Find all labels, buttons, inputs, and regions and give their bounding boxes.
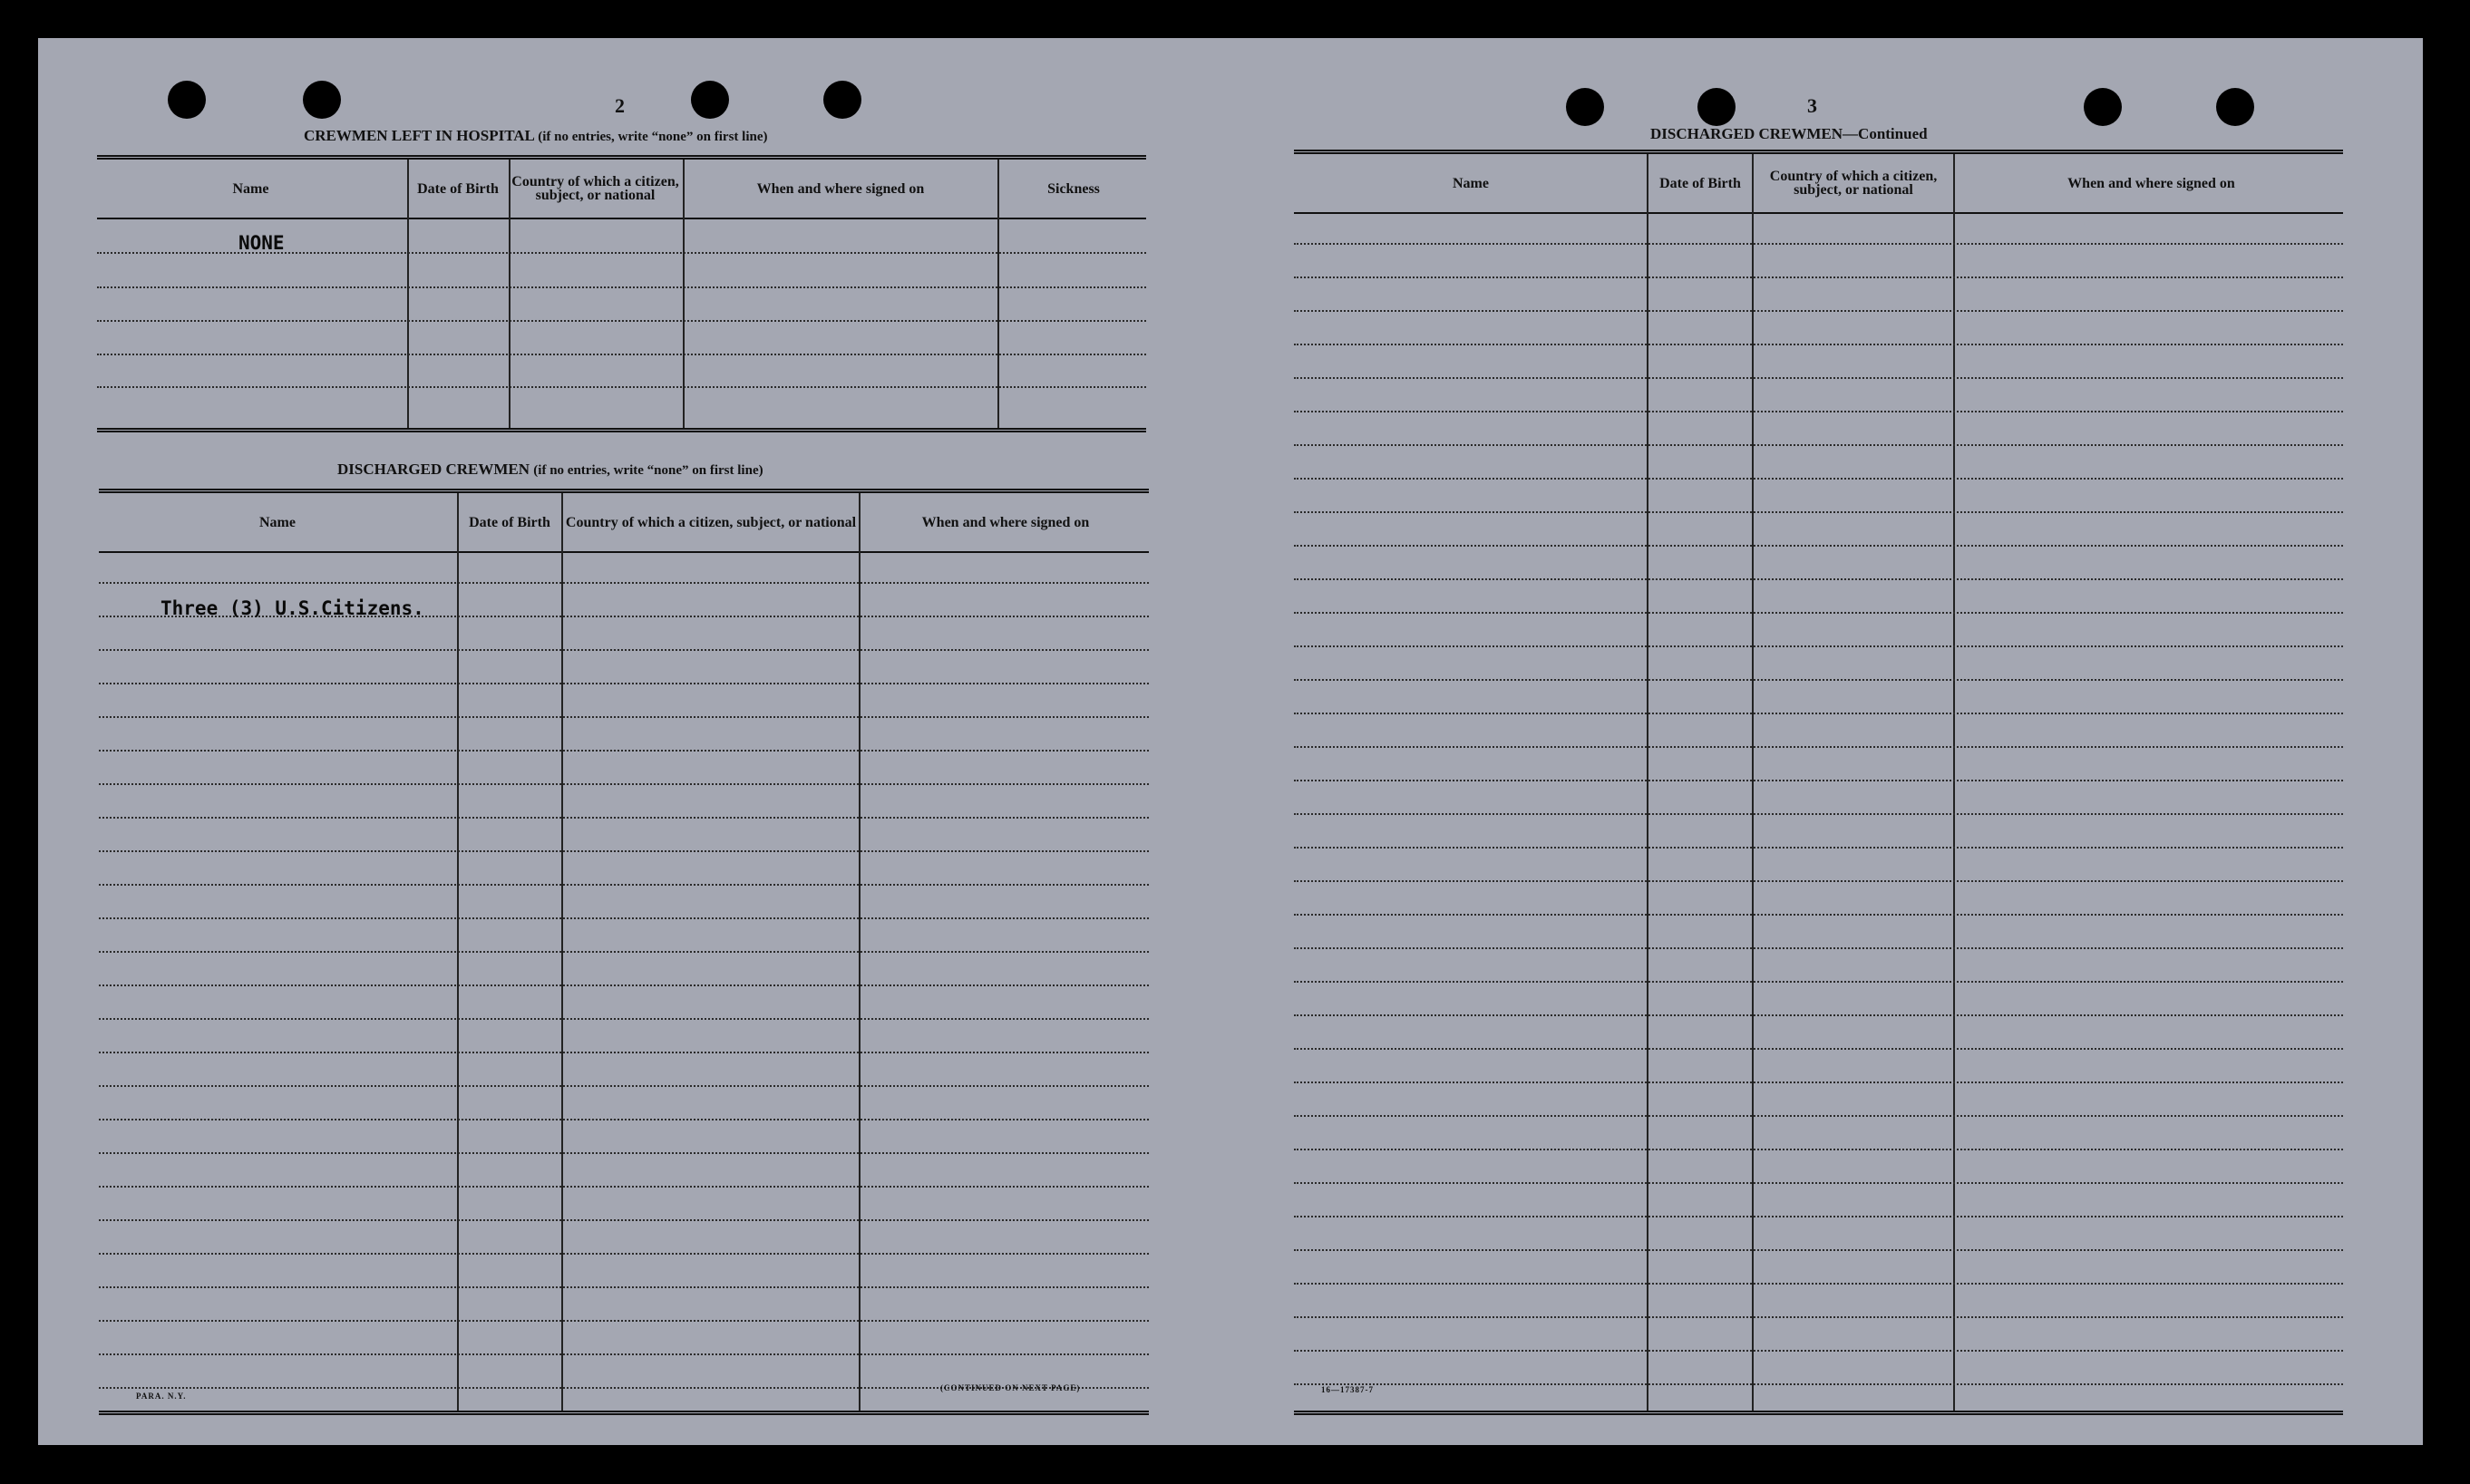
punch-hole bbox=[303, 81, 341, 119]
entry-line bbox=[99, 951, 1149, 953]
entry-line bbox=[97, 386, 1146, 388]
entry-line bbox=[99, 1353, 1149, 1355]
entry-line bbox=[99, 1253, 1149, 1255]
col-header-name: Name bbox=[232, 180, 269, 197]
column-rule bbox=[1752, 154, 1754, 1411]
entry-line bbox=[1294, 679, 2343, 681]
punch-hole bbox=[168, 81, 206, 119]
col-header-date-of-birth: Date of Birth bbox=[417, 180, 499, 197]
entry-line bbox=[1294, 377, 2343, 379]
col-header-country: Country of which a citizen, subject, or national bbox=[565, 514, 857, 530]
entry-line bbox=[99, 750, 1149, 752]
punch-hole bbox=[2216, 88, 2254, 126]
entry-line bbox=[1294, 914, 2343, 916]
discharged-entry: Three (3) U.S.Citizens. bbox=[160, 597, 424, 619]
entry-line bbox=[99, 783, 1149, 785]
hospital-instruction: (if no entries, write “none” on first line) bbox=[538, 130, 768, 144]
entry-line bbox=[97, 286, 1146, 288]
continued-section-title: DISCHARGED CREWMEN—Continued bbox=[1650, 125, 1928, 142]
entry-line bbox=[1294, 1115, 2343, 1117]
entry-line bbox=[1294, 713, 2343, 714]
discharged-instruction: (if no entries, write “none” on first line) bbox=[533, 463, 763, 478]
col-header-name: Name bbox=[259, 514, 296, 530]
entry-line bbox=[1294, 1383, 2343, 1385]
entry-line bbox=[1294, 1283, 2343, 1285]
entry-line bbox=[1294, 411, 2343, 412]
continued-note: (CONTINUED ON NEXT PAGE) bbox=[940, 1383, 1081, 1392]
entry-line bbox=[1294, 1350, 2343, 1352]
entry-line bbox=[99, 917, 1149, 919]
entry-line bbox=[1294, 847, 2343, 849]
entry-line bbox=[1294, 344, 2343, 345]
entry-line bbox=[1294, 1014, 2343, 1016]
entry-line bbox=[99, 716, 1149, 718]
entry-line bbox=[1294, 780, 2343, 781]
form-sheet bbox=[38, 38, 2423, 1445]
discharged-table bbox=[99, 489, 1149, 1415]
entry-line bbox=[99, 850, 1149, 852]
entry-line bbox=[1294, 310, 2343, 312]
entry-line bbox=[99, 1018, 1149, 1020]
col-header-name: Name bbox=[1453, 175, 1489, 191]
entry-line bbox=[1294, 1249, 2343, 1251]
punch-hole bbox=[823, 81, 861, 119]
col-header-country: Country of which a citizen, subject, or national bbox=[511, 174, 679, 203]
col-header-date-of-birth: Date of Birth bbox=[469, 514, 550, 530]
punch-hole bbox=[1566, 88, 1604, 126]
entry-line bbox=[99, 1052, 1149, 1053]
entry-line bbox=[1294, 276, 2343, 278]
entry-line bbox=[97, 320, 1146, 322]
printer-mark: PARA. N.Y. bbox=[136, 1392, 187, 1401]
entry-line bbox=[1294, 1048, 2343, 1050]
hospital-table bbox=[97, 155, 1146, 432]
entry-line bbox=[99, 1119, 1149, 1120]
col-header-sickness: Sickness bbox=[1047, 180, 1100, 197]
entry-line bbox=[1294, 478, 2343, 480]
entry-line bbox=[1294, 746, 2343, 748]
entry-line bbox=[1294, 1081, 2343, 1083]
punch-hole bbox=[2084, 88, 2122, 126]
page-number-right: 3 bbox=[1807, 94, 1817, 117]
entry-line bbox=[1294, 645, 2343, 647]
entry-line bbox=[97, 354, 1146, 355]
col-header-signed-on: When and where signed on bbox=[756, 180, 925, 197]
entry-line bbox=[1294, 612, 2343, 614]
entry-line bbox=[99, 1320, 1149, 1322]
punch-hole bbox=[691, 81, 729, 119]
form-number: 16—17387-7 bbox=[1321, 1385, 1374, 1394]
col-header-signed-on: When and where signed on bbox=[2067, 175, 2235, 191]
col-header-country: Country of which a citizen, subject, or national bbox=[1769, 169, 1938, 198]
entry-line bbox=[99, 1286, 1149, 1288]
hospital-entry-none: NONE bbox=[238, 232, 285, 254]
entry-line bbox=[99, 649, 1149, 651]
entry-line bbox=[1294, 1182, 2343, 1184]
hospital-section-title bbox=[304, 127, 768, 145]
entry-line bbox=[1294, 981, 2343, 983]
entry-line bbox=[99, 1219, 1149, 1221]
column-rule bbox=[1647, 154, 1648, 1411]
entry-line bbox=[1294, 444, 2343, 446]
column-rule bbox=[1953, 154, 1955, 1411]
entry-line bbox=[1294, 1316, 2343, 1318]
page-number-left: 2 bbox=[615, 94, 625, 117]
hospital-title: CREWMEN LEFT IN HOSPITAL bbox=[304, 127, 534, 144]
entry-line bbox=[99, 683, 1149, 684]
entry-line bbox=[99, 1186, 1149, 1188]
entry-line bbox=[1294, 545, 2343, 547]
entry-line bbox=[1294, 511, 2343, 513]
entry-line bbox=[99, 984, 1149, 986]
col-header-date-of-birth: Date of Birth bbox=[1659, 175, 1741, 191]
entry-line bbox=[99, 1152, 1149, 1154]
entry-line bbox=[99, 582, 1149, 584]
discharged-title: DISCHARGED CREWMEN bbox=[337, 461, 530, 478]
entry-line bbox=[1294, 1149, 2343, 1150]
entry-line bbox=[1294, 813, 2343, 815]
discharged-section-title bbox=[337, 461, 763, 479]
entry-line bbox=[99, 884, 1149, 886]
discharged-continued-table bbox=[1294, 150, 2343, 1415]
col-header-signed-on: When and where signed on bbox=[921, 514, 1090, 530]
entry-line bbox=[1294, 880, 2343, 882]
entry-line bbox=[1294, 578, 2343, 580]
punch-hole bbox=[1697, 88, 1736, 126]
entry-line bbox=[99, 817, 1149, 819]
entry-line bbox=[99, 1085, 1149, 1087]
entry-line bbox=[1294, 243, 2343, 245]
entry-line bbox=[1294, 1216, 2343, 1217]
entry-line bbox=[1294, 947, 2343, 949]
